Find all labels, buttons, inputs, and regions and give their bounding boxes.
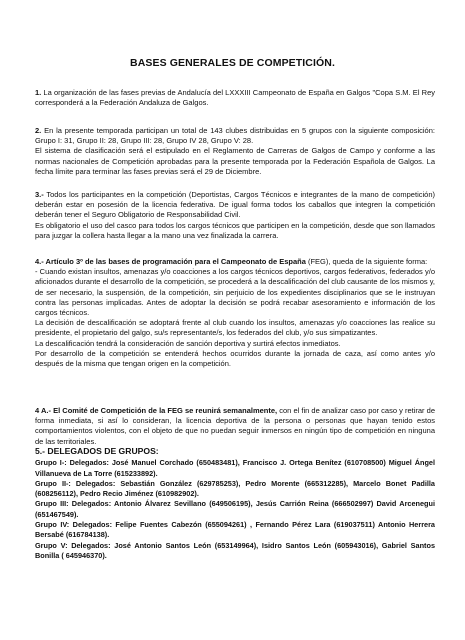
section-4a-text: con el fin de analizar caso por caso y retirar de forma inmediata, si así lo consideran, la licencia deportiva de la persona o personas que hayan tenido estos comportamientos violentos, con el objeto de que no puedan seguir inmersos en ningún tipo de competición en ninguna de las territoriales. — [35, 406, 435, 446]
section-4-paragraph-2: La decisión de descalificación se adoptará frente al club cuando los insultos, amenazas y/o coacciones las realice su presidente, el propietario del galgo, su/s representante/s, los federados del club, y/o sus simpatizantes. — [35, 318, 435, 338]
section-1-text: La organización de las fases previas de Andalucía del LXXXIII Campeonato de España en Galgos "Copa S.M. El Rey corresponderá a la Federación Andaluza de Galgos. — [35, 88, 435, 108]
section-1-number: 1. — [35, 88, 42, 97]
section-4-paragraph-1: - Cuando existan insultos, amenazas y/o coacciones a los cargos técnicos deportivos, cargos federativos, federados y/o aficionados durante el desarrollo de la competición, se procederá a la descalificación del club causante de los mismos y, de ser necesario, la suspensión, de la competición, sin perjuicio de los expedientes disciplinarios que se le instruyan contra las personas implicadas. Antes de adoptar la decisión se podrá recabar asesoramiento e información de los cargos técnicos. — [35, 267, 435, 318]
section-2-paragraph-2: El sistema de clasificación será el estipulado en el Reglamento de Carreras de Galgos de Campo y conforme a las normas nacionales de Competición aprobadas para la presente temporada por la Federación Española de Galgos. La fecha límite para terminar las fases previas será el 29 de Diciembre. — [35, 146, 435, 176]
section-3-paragraph-2: Es obligatorio el uso del casco para todos los cargos técnicos que participen en la competición, desde que son llamados para juzgar la collera hasta llegar a la mano una vez finalizada la carrera. — [35, 220, 435, 240]
group-delegates-3: Grupo III: Delegados: Antonio Álvarez Sevillano (649506195), Jesús Carrión Reina (666502997) David Arcenegui (651467549). — [35, 499, 435, 519]
section-3-text: Todos los participantes en la competición (Deportistas, Cargos Técnicos e integrantes de la mano de competición) deberán estar en posesión de la licencia federativa. De igual forma todos los caballos que integren la competición deberán tener el Seguro Obligatorio de Responsabilidad Civil. — [35, 190, 435, 220]
section-4a-paragraph — [35, 406, 435, 447]
group-delegates-5: Grupo V: Delegados: José Antonio Santos León (653149964), Isidro Santos León (605943016), Gabriel Santos Bonilla ( 645946370). — [35, 540, 435, 560]
group-delegates-1: Grupo I-: Delegados: José Manuel Corchado (650483481), Francisco J. Ortega Benítez (610708500) Miguel Ángel Villanueva de La Torre (615233892). — [35, 458, 435, 478]
section-1-paragraph — [35, 88, 435, 108]
section-4-heading-rest: (FEG), queda de la siguiente forma: — [305, 257, 428, 266]
section-1 — [35, 88, 435, 108]
section-4 — [35, 257, 435, 369]
section-4-heading-bold: 4.- Artículo 3º de las bases de programación para el Campeonato de España — [35, 257, 306, 266]
section-4a-heading: 4 A.- El Comité de Competición de la FEG se reunirá semanalmente, — [35, 406, 278, 415]
section-2-number: 2. — [35, 126, 42, 135]
section-4-paragraph-4: Por desarrollo de la competición se entenderá hechos ocurridos durante la jornada de caza, así como antes y/o después de la misma que tengan origen en la competición. — [35, 348, 435, 369]
section-3-number: 3.- — [35, 190, 44, 199]
section-4-paragraph-3: La descalificación tendrá la consideración de sanción deportiva y surtirá efectos inmediatos. — [35, 338, 341, 348]
section-2-paragraph — [35, 126, 435, 146]
section-5-delegates — [35, 446, 435, 561]
section-5-heading: 5.- DELEGADOS DE GRUPOS: — [35, 446, 159, 456]
section-3-paragraph — [35, 190, 435, 221]
section-2 — [35, 126, 435, 177]
group-delegates-4: Grupo IV: Delegados: Felipe Fuentes Cabezón (655094261) , Fernando Pérez Lara (619037511) Antonio Herrera Bersabé (616784138). — [35, 519, 435, 540]
document-title: BASES GENERALES DE COMPETICIÓN. — [130, 57, 335, 69]
section-4a — [35, 406, 435, 447]
group-delegates-2: Grupo II-: Delegados: Sebastián González (629785253), Pedro Morente (665312285), Marcelo Bonet Padilla (608256112), Pedro Recio Jiménez (610982902). — [35, 478, 435, 499]
section-2-text: En la presente temporada participan un total de 143 clubes distribuidas en 5 grupos con la siguiente composición: Grupo I: 31, Grupo II: 28, Grupo III: 28, Grupo IV 28, Grupo V: 28. — [35, 126, 435, 146]
section-3 — [35, 190, 435, 241]
section-4-heading — [35, 257, 435, 267]
